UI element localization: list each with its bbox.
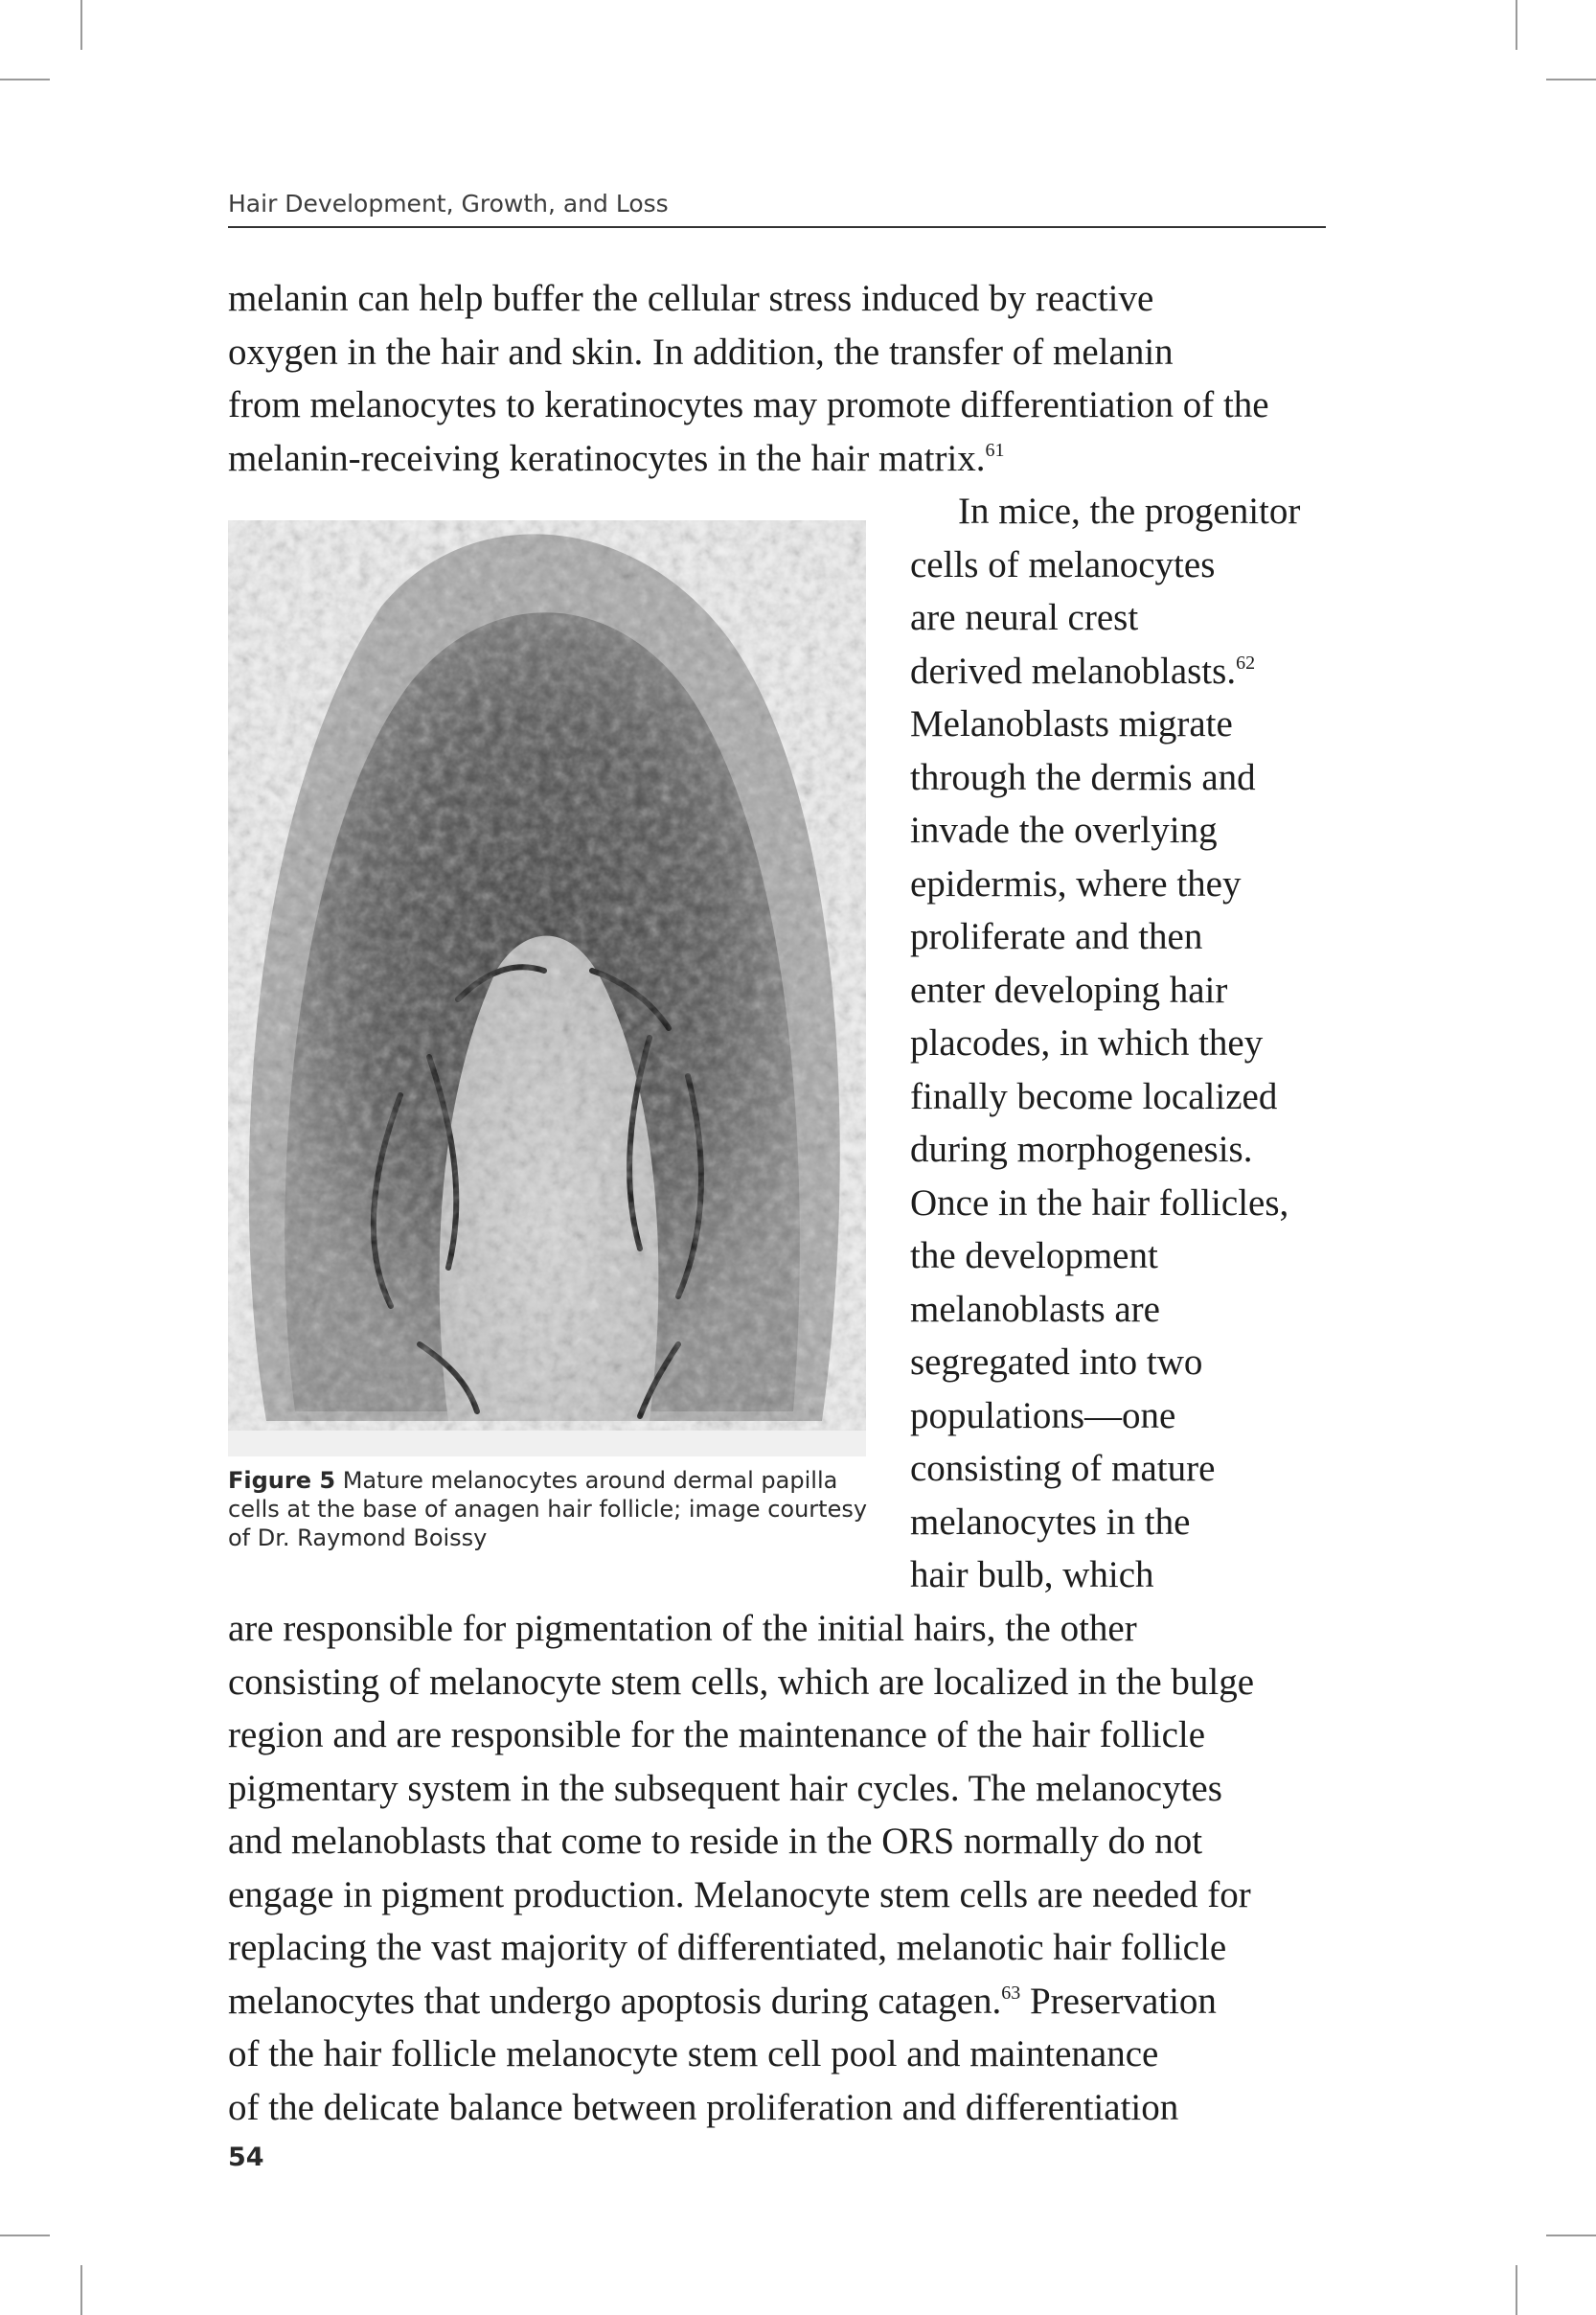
text-line-content: invade the overlying [910, 810, 1218, 851]
text-line [228, 1712, 1205, 1758]
text-line [910, 1020, 1263, 1066]
text-line-content: and melanoblasts that come to reside in the ORS normally do not [228, 1821, 1203, 1862]
text-line [910, 701, 1233, 747]
text-line [910, 1127, 1252, 1173]
text-line-tail: Preservation [1020, 1980, 1217, 2022]
text-line [228, 382, 1269, 428]
text-line [910, 595, 1138, 641]
text-line [910, 808, 1218, 854]
text-line-content: during morphogenesis. [910, 1129, 1253, 1170]
text-line-content: Once in the hair follicles, [910, 1181, 1289, 1224]
text-line [910, 1446, 1215, 1492]
text-line [910, 755, 1256, 801]
text-line-content: are responsible for pigmentation of the initial hairs, the other [228, 1608, 1137, 1649]
text-line-content: populations—one [910, 1394, 1176, 1436]
text-line-content: consisting of mature [910, 1448, 1216, 1489]
caption-text: Mature melanocytes around dermal papilla [335, 1467, 838, 1494]
text-line [228, 1872, 1251, 1918]
text-line-content: cells of melanocytes [910, 543, 1216, 585]
text-line-content: epidermis, where they [910, 862, 1242, 905]
text-line [228, 1925, 1226, 1971]
text-line [910, 649, 1255, 695]
text-line [228, 2031, 1158, 2077]
text-line [910, 914, 1202, 960]
crop-mark [80, 0, 82, 50]
text-line-content: placodes, in which they [910, 1022, 1264, 1064]
text-line-content: region and are responsible for the maintenance of the hair follicle [228, 1714, 1206, 1755]
text-line [228, 276, 1153, 322]
figure-caption [228, 1466, 889, 1552]
text-line-content: engage in pigment production. Melanocyte stem cells are needed for [228, 1873, 1251, 1915]
citation-superscript: 61 [985, 439, 1005, 461]
text-line-content: are neural crest [910, 597, 1139, 638]
micrograph-image [228, 520, 866, 1456]
citation-superscript: 63 [1001, 1982, 1021, 2004]
text-line-content: consisting of melanocyte stem cells, which are localized in the bulge [228, 1661, 1255, 1703]
text-line [228, 1979, 1217, 2025]
text-line-content: oxygen in the hair and skin. In addition, the transfer of melanin [228, 331, 1174, 373]
crop-mark [80, 2265, 82, 2315]
text-line-content: replacing the vast majority of differentiated, melanotic hair follicle [228, 1927, 1227, 1968]
citation-superscript: 62 [1236, 652, 1256, 674]
text-line [958, 489, 1300, 535]
text-line-content: proliferate and then [910, 916, 1203, 957]
text-line [228, 2085, 1178, 2131]
text-line-content: enter developing hair [910, 969, 1228, 1011]
text-line-content: melanoblasts are [910, 1288, 1160, 1330]
crop-mark [1546, 79, 1596, 80]
text-line-content: the development [910, 1235, 1158, 1276]
text-line-content: of the hair follicle melanocyte stem cell pool and maintenance [228, 2033, 1159, 2074]
crop-mark [0, 2235, 50, 2236]
text-line-content: from melanocytes to keratinocytes may promote differentiation of the [228, 384, 1269, 425]
text-line [910, 968, 1227, 1014]
text-line-content: hair bulb, which [910, 1554, 1154, 1595]
text-line-content: melanin-receiving keratinocytes in the hair matrix. [228, 437, 986, 479]
text-line [910, 1340, 1202, 1386]
text-line [228, 330, 1174, 376]
text-line-content: melanocytes that undergo apoptosis during catagen. [228, 1980, 1002, 2022]
text-line [228, 1766, 1222, 1812]
text-line [910, 1233, 1158, 1279]
figure-label: Figure 5 [228, 1467, 336, 1494]
text-line [910, 1287, 1160, 1333]
text-line-content: Melanoblasts migrate [910, 703, 1233, 745]
text-line [228, 436, 1005, 482]
caption-text: cells at the base of anagen hair follicle; image courtesy [228, 1496, 868, 1523]
text-line [228, 1819, 1202, 1865]
figure-micrograph [228, 520, 866, 1456]
text-line [228, 1660, 1254, 1706]
text-line-content: derived melanoblasts. [910, 650, 1237, 692]
text-line [910, 861, 1241, 907]
crop-mark [1516, 2265, 1517, 2315]
text-line [910, 1074, 1277, 1120]
header-rule [228, 226, 1326, 228]
text-line [910, 1393, 1175, 1439]
text-line-content: segregated into two [910, 1341, 1203, 1383]
crop-mark [1516, 0, 1517, 50]
text-line [910, 1552, 1154, 1598]
crop-mark [1546, 2235, 1596, 2236]
text-line-content: In mice, the progenitor [958, 491, 1301, 532]
text-line [910, 1500, 1190, 1546]
text-line-content: through the dermis and [910, 756, 1256, 798]
text-line-content: finally become localized [910, 1075, 1278, 1117]
running-header: Hair Development, Growth, and Loss [228, 190, 669, 218]
crop-mark [0, 79, 50, 80]
text-line-content: melanocytes in the [910, 1501, 1191, 1543]
text-line [910, 542, 1215, 588]
text-line [910, 1180, 1288, 1226]
text-line [228, 1606, 1137, 1652]
page-number: 54 [228, 2143, 264, 2172]
text-line-content: pigmentary system in the subsequent hair cycles. The melanocytes [228, 1767, 1222, 1809]
text-line-content: of the delicate balance between proliferation and differentiation [228, 2086, 1179, 2128]
text-line-content: melanin can help buffer the cellular stress induced by reactive [228, 278, 1154, 319]
caption-text: of Dr. Raymond Boissy [228, 1524, 488, 1551]
